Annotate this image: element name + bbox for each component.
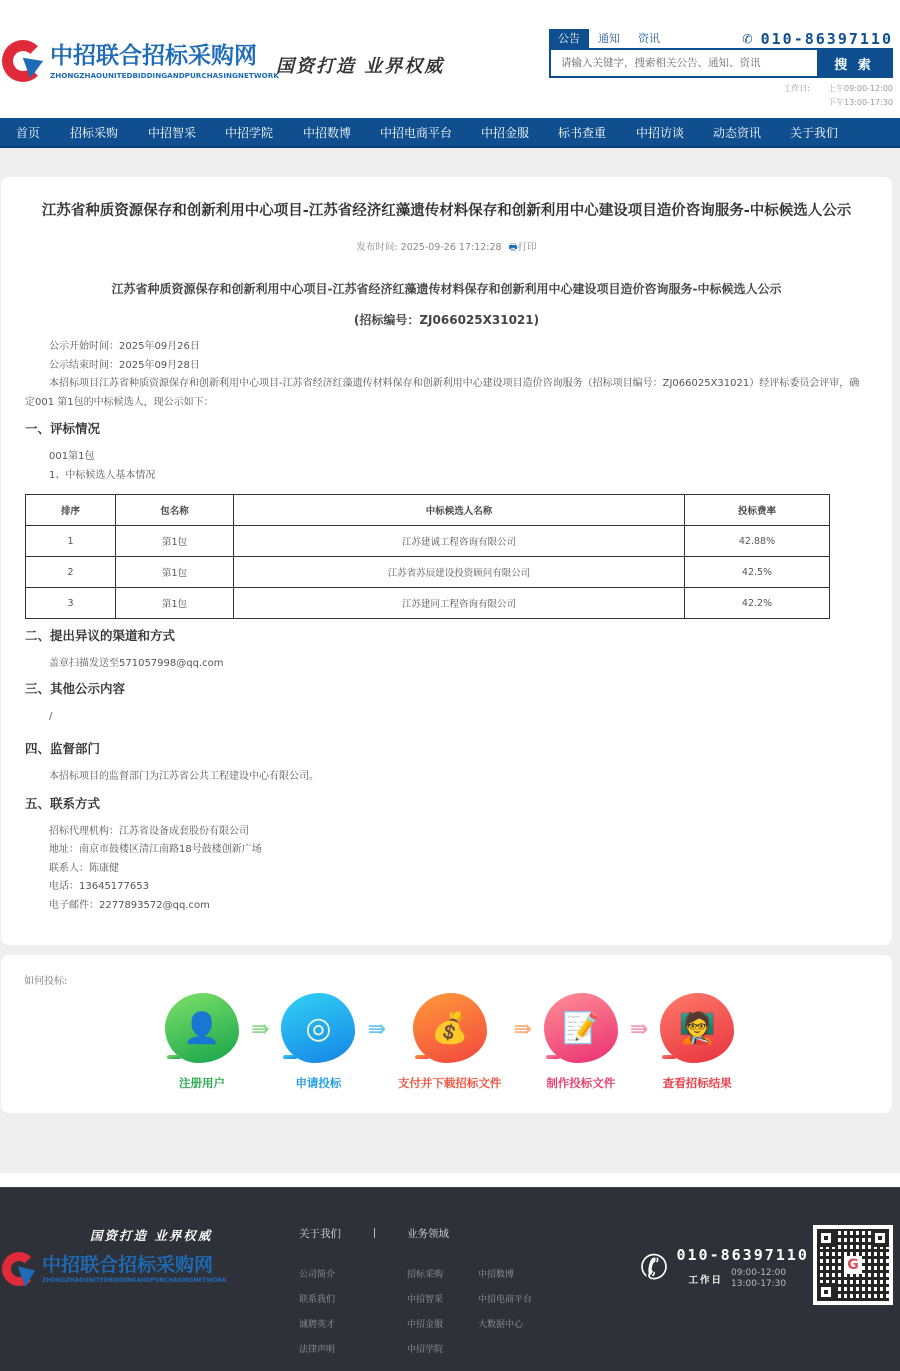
nav-smart-purchase[interactable]: 中招智采 xyxy=(148,125,197,140)
worktime-am: 上午09:00-12:00 xyxy=(828,84,893,93)
step-prepare-bid[interactable]: 📝 制作投标文件 xyxy=(544,993,618,1091)
bid-steps xyxy=(165,993,734,1091)
user-icon: 👤 xyxy=(165,993,239,1063)
phone-icon: ✆ xyxy=(636,1245,672,1291)
table-header-row xyxy=(26,495,830,526)
footer-time-pm: 13:00-17:30 xyxy=(731,1279,787,1289)
main-nav xyxy=(0,118,900,148)
header-phone-number: 010-86397110 xyxy=(760,30,893,48)
nav-plagiarism-check[interactable]: 标书查重 xyxy=(558,125,607,140)
search-area xyxy=(549,29,893,78)
arrow-right-icon: ⇛ xyxy=(629,1017,649,1042)
section-2-heading: 二、提出异议的渠道和方式 xyxy=(25,628,176,643)
footer-phone-number: 010-86397110 xyxy=(676,1246,809,1264)
worktime-label: 工作日: xyxy=(783,84,810,93)
presentation-icon: 🧑‍🏫 xyxy=(660,993,734,1063)
how-to-bid-panel xyxy=(1,955,892,1113)
intro-paragraph: 本招标项目江苏省种质资源保存和创新利用中心项目-江苏省经济红藻遗传材料保存和创新利用中心建设项目造价咨询服务（招标项目编号：ZJ066025X31021）经评标委员会评审，确定001 第1包的中标候选人，现公示如下： xyxy=(25,378,860,408)
nav-home[interactable]: 首页 xyxy=(16,125,41,140)
money-bag-icon: 💰 xyxy=(413,993,487,1063)
candidate-info-heading: 1、中标候选人基本情况 xyxy=(49,469,156,481)
phone-icon: ✆ xyxy=(742,29,755,49)
search-input[interactable] xyxy=(551,50,817,76)
footer-link-expo[interactable]: 中招数博 xyxy=(478,1270,515,1280)
end-time: 公示结束时间：2025年09月28日 xyxy=(49,359,200,371)
objection-channel: 盖章扫描发送至571057998@qq.com xyxy=(49,658,224,669)
footer-work-label: 工作日 xyxy=(688,1275,724,1286)
nav-about[interactable]: 关于我们 xyxy=(790,125,839,140)
footer-link-finance[interactable]: 中招金服 xyxy=(407,1320,444,1330)
footer-link-legal[interactable]: 法律声明 xyxy=(299,1345,336,1355)
step-register[interactable]: 👤 注册用户 xyxy=(165,993,239,1091)
worktime-pm: 下午13:00-17:30 xyxy=(828,98,893,107)
footer-business-links-1 xyxy=(407,1263,443,1363)
footer-divider xyxy=(374,1228,375,1238)
document-icon: 📝 xyxy=(544,993,618,1063)
nav-bidding[interactable]: 招标采购 xyxy=(70,125,119,140)
site-footer xyxy=(0,1187,900,1371)
contact-email: 电子邮件：2277893572@qq.com xyxy=(49,899,210,911)
footer-about-heading: 关于我们 xyxy=(299,1228,341,1240)
section-4-heading: 四、监督部门 xyxy=(25,741,101,756)
logo-subtitle: ZHONGZHAOUNITEDBIDDINGANDPURCHASINGNETWORK xyxy=(50,70,279,80)
contact-phone: 电话：13645177653 xyxy=(49,881,149,892)
qr-logo-icon: G xyxy=(844,1256,862,1274)
target-icon: ◎ xyxy=(281,993,355,1063)
nav-ecommerce[interactable]: 中招电商平台 xyxy=(380,125,453,140)
contact-person: 联系人：陈康健 xyxy=(49,862,119,874)
step-pay-download[interactable]: 💰 支付并下载招标文件 xyxy=(398,993,502,1091)
search-tab-news[interactable]: 资讯 xyxy=(638,32,660,45)
other-content: / xyxy=(49,710,53,722)
logo-title: 中招联合招标采购网 xyxy=(50,42,257,69)
table-row: 2 第1包 江苏省苏辰建设投资顾问有限公司 42.5% xyxy=(26,557,830,588)
logo-g-icon xyxy=(2,1252,38,1286)
site-logo[interactable] xyxy=(2,40,279,82)
nav-interview[interactable]: 中招访谈 xyxy=(636,125,685,140)
site-header xyxy=(0,0,900,118)
nav-expo[interactable]: 中招数博 xyxy=(303,125,352,140)
col-package: 包名称 xyxy=(116,495,234,526)
how-to-bid-label: 如何投标: xyxy=(24,976,68,987)
supervision-text: 本招标项目的监督部门为江苏省公共工程建设中心有限公司。 xyxy=(49,771,319,782)
section-1-heading: 一、评标情况 xyxy=(25,421,101,436)
printer-icon: 🖶 xyxy=(508,242,518,253)
table-row: 3 第1包 江苏建同工程咨询有限公司 42.2% xyxy=(26,588,830,619)
section-5-heading: 五、联系方式 xyxy=(25,795,101,811)
arrow-right-icon: ⇛ xyxy=(513,1017,532,1042)
tender-code: (招标编号：ZJ066025X31021) xyxy=(353,313,540,327)
logo-g-icon xyxy=(2,40,46,82)
table-row: 1 第1包 江苏建诚工程咨询有限公司 42.88% xyxy=(26,526,830,557)
contact-address: 地址：南京市鼓楼区清江南路18号鼓楼创新广场 xyxy=(49,844,262,855)
footer-link-smart-purchase[interactable]: 中招智采 xyxy=(407,1295,444,1305)
footer-link-ecommerce[interactable]: 中招电商平台 xyxy=(478,1295,533,1305)
header-phone xyxy=(742,29,893,49)
footer-link-bidding[interactable]: 招标采购 xyxy=(407,1270,444,1280)
footer-link-academy[interactable]: 中招学院 xyxy=(407,1345,444,1355)
footer-link-bigdata[interactable]: 大数据中心 xyxy=(478,1320,524,1330)
col-candidate: 中标候选人名称 xyxy=(234,495,685,526)
footer-slogan: 国资打造 业界权威 xyxy=(90,1228,213,1243)
slogan: 国资打造 业界权威 xyxy=(276,56,445,77)
footer-link-company[interactable]: 公司简介 xyxy=(299,1270,336,1280)
search-button[interactable]: 搜 索 xyxy=(817,50,891,76)
start-time: 公示开始时间：2025年09月26日 xyxy=(49,341,200,352)
step-view-result[interactable]: 🧑‍🏫 查看招标结果 xyxy=(660,993,734,1091)
nav-finance[interactable]: 中招金服 xyxy=(481,125,530,140)
footer-logo[interactable] xyxy=(2,1252,227,1286)
qr-code xyxy=(813,1225,893,1305)
footer-logo-subtitle: ZHONGZHAOUNITEDBIDDINGANDPURCHASINGNETWORK xyxy=(42,1278,227,1284)
publish-label: 发布时间: xyxy=(356,242,398,253)
footer-logo-title: 中招联合招标采购网 xyxy=(42,1254,214,1276)
footer-business-links-2 xyxy=(478,1263,532,1338)
footer-time-am: 09:00-12:00 xyxy=(731,1268,787,1278)
article-title: 江苏省种质资源保存和创新利用中心项目-江苏省经济红藻遗传材料保存和创新利用中心建设项目造价咨询服务-中标候选人公示 xyxy=(41,203,852,219)
col-rate: 投标费率 xyxy=(685,495,830,526)
section-3-heading: 三、其他公示内容 xyxy=(25,680,126,696)
header-worktime xyxy=(783,82,893,110)
contact-agency: 招标代理机构：江苏省设备成套股份有限公司 xyxy=(49,825,249,837)
search-tab-notice[interactable]: 通知 xyxy=(598,32,620,45)
col-rank: 排序 xyxy=(26,495,116,526)
footer-link-careers[interactable]: 诚聘英才 xyxy=(299,1320,336,1330)
step-apply[interactable]: ◎ 申请投标 xyxy=(281,993,355,1091)
article-subtitle: 江苏省种质资源保存和创新利用中心项目-江苏省经济红藻遗传材料保存和创新利用中心建设项目造价咨询服务-中标候选人公示 xyxy=(111,282,782,296)
arrow-right-icon: ⇛ xyxy=(367,1017,386,1042)
nav-academy[interactable]: 中招学院 xyxy=(225,125,274,140)
footer-business-heading: 业务领域 xyxy=(407,1228,449,1240)
article-meta xyxy=(25,239,868,256)
footer-link-contact[interactable]: 联系我们 xyxy=(299,1295,336,1305)
arrow-right-icon: ⇛ xyxy=(251,1017,270,1042)
package-name: 001第1包 xyxy=(49,451,95,462)
footer-about-links xyxy=(299,1263,335,1363)
search-tab-announcement[interactable]: 公告 xyxy=(549,29,589,48)
footer-phone-block xyxy=(636,1245,809,1291)
print-button[interactable]: 🖶打印 xyxy=(508,242,537,253)
publish-time: 2025-09-26 17:12:28 xyxy=(400,242,502,253)
nav-news[interactable]: 动态资讯 xyxy=(713,125,762,140)
article-card xyxy=(1,177,892,945)
search-box xyxy=(549,48,893,78)
candidates-table xyxy=(25,494,830,619)
